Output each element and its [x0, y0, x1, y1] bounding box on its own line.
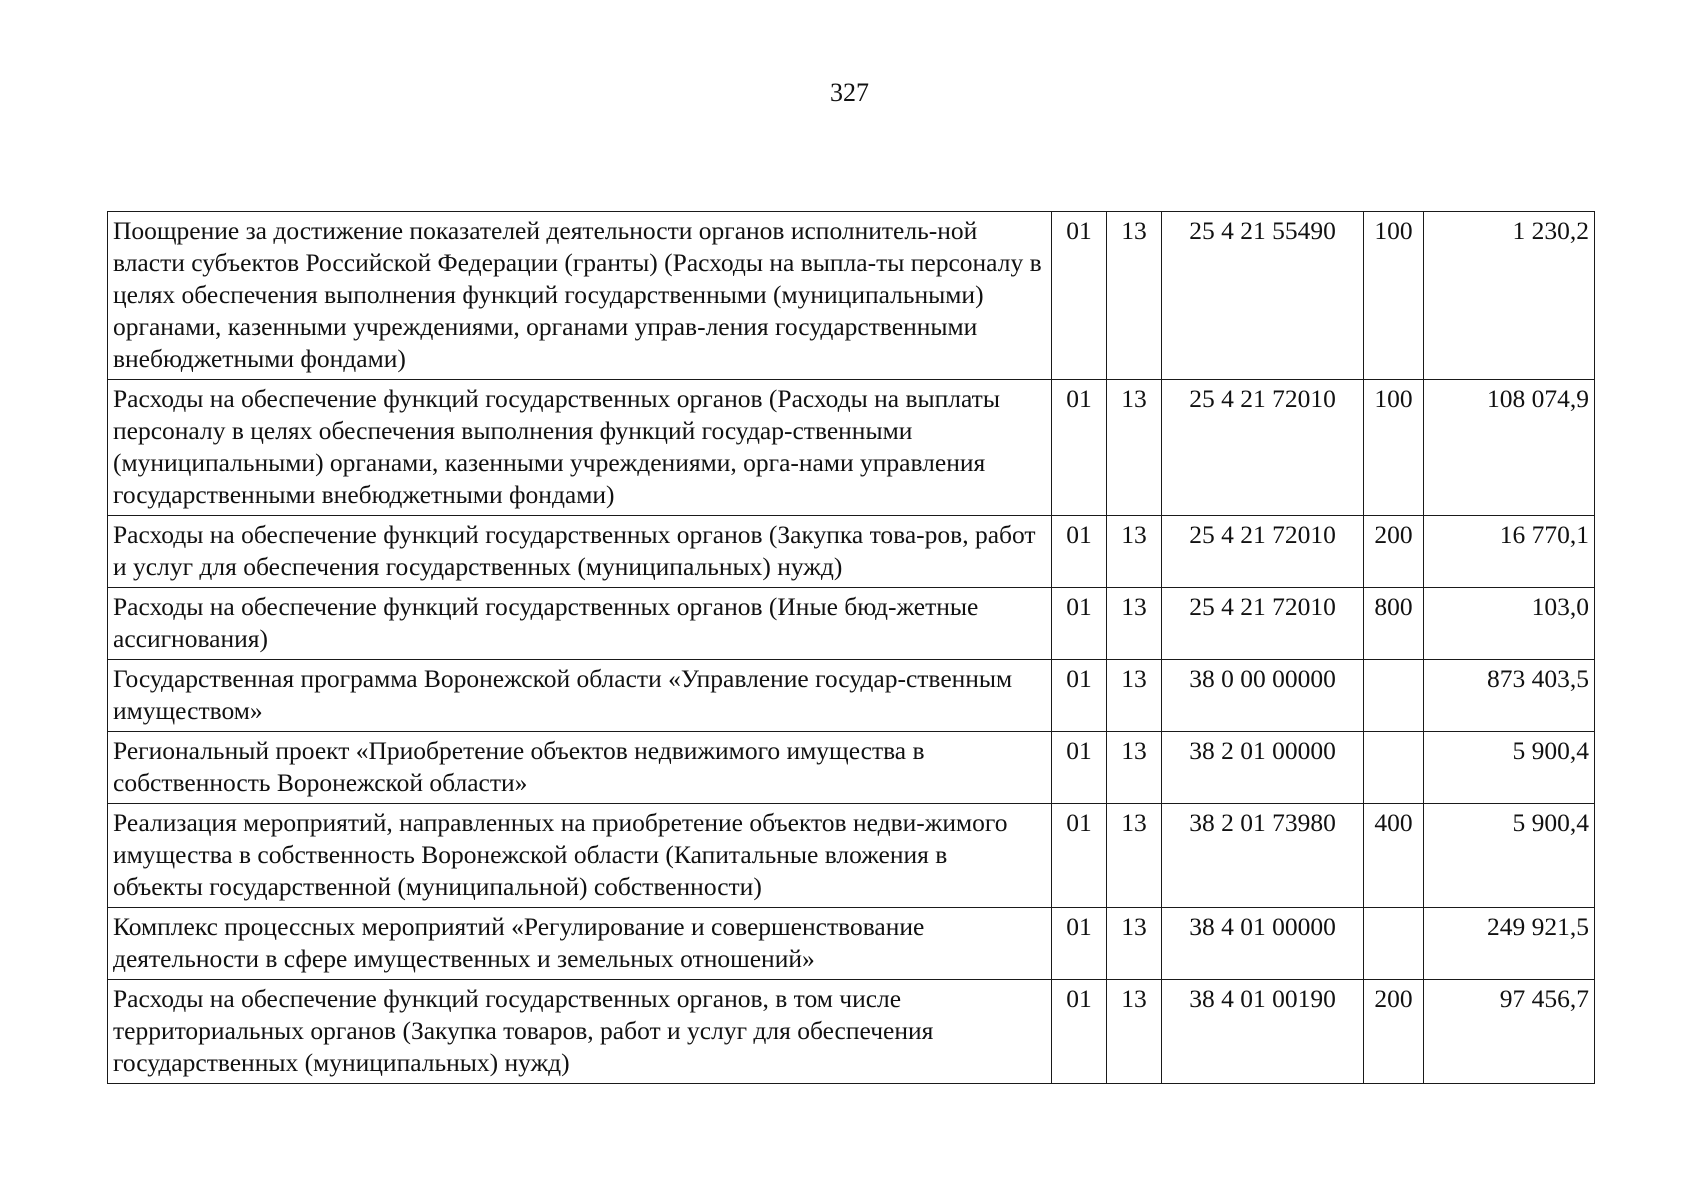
table-row [108, 588, 1595, 660]
page-number: 327 [830, 78, 869, 107]
row-expense-type-cell: 100 [1364, 212, 1424, 380]
row-expense-type-cell: 200 [1364, 980, 1424, 1084]
row-expense-type-cell [1364, 908, 1424, 980]
row-section-cell: 01 [1052, 516, 1107, 588]
table-row [108, 732, 1595, 804]
table-row [108, 804, 1595, 908]
row-name-cell: Расходы на обеспечение функций государственных органов (Иные бюд-жетные ассигнования) [108, 588, 1052, 660]
row-amount-cell: 249 921,5 [1424, 908, 1595, 980]
row-section-cell: 01 [1052, 908, 1107, 980]
row-name-cell: Расходы на обеспечение функций государственных органов, в том числе территориальных органов (Закупка товаров, работ и услуг для обеспечения государственных (муниципальных) нужд) [108, 980, 1052, 1084]
row-name-cell: Государственная программа Воронежской области «Управление государ-ственным имуществом» [108, 660, 1052, 732]
row-target-article-cell: 38 4 01 00000 [1162, 908, 1364, 980]
row-subsection-cell: 13 [1107, 516, 1162, 588]
row-subsection-cell: 13 [1107, 908, 1162, 980]
row-name-cell: Расходы на обеспечение функций государственных органов (Закупка това-ров, работ и услуг для обеспечения государственных (муниципальных) нужд) [108, 516, 1052, 588]
row-expense-type-cell [1364, 660, 1424, 732]
row-section-cell: 01 [1052, 588, 1107, 660]
row-target-article-cell: 38 4 01 00190 [1162, 980, 1364, 1084]
row-amount-cell: 103,0 [1424, 588, 1595, 660]
row-target-article-cell: 38 0 00 00000 [1162, 660, 1364, 732]
table-row [108, 908, 1595, 980]
row-amount-cell: 5 900,4 [1424, 732, 1595, 804]
row-expense-type-cell: 100 [1364, 380, 1424, 516]
row-name-cell: Региональный проект «Приобретение объектов недвижимого имущества в собственность Воронежской области» [108, 732, 1052, 804]
row-amount-cell: 16 770,1 [1424, 516, 1595, 588]
row-amount-cell: 873 403,5 [1424, 660, 1595, 732]
row-target-article-cell: 25 4 21 72010 [1162, 380, 1364, 516]
row-expense-type-cell: 800 [1364, 588, 1424, 660]
row-section-cell: 01 [1052, 212, 1107, 380]
table-row [108, 380, 1595, 516]
table-row [108, 660, 1595, 732]
row-subsection-cell: 13 [1107, 660, 1162, 732]
row-subsection-cell: 13 [1107, 588, 1162, 660]
row-section-cell: 01 [1052, 732, 1107, 804]
row-section-cell: 01 [1052, 980, 1107, 1084]
row-subsection-cell: 13 [1107, 732, 1162, 804]
row-subsection-cell: 13 [1107, 212, 1162, 380]
table-row [108, 980, 1595, 1084]
row-section-cell: 01 [1052, 804, 1107, 908]
row-amount-cell: 97 456,7 [1424, 980, 1595, 1084]
row-name-cell: Комплекс процессных мероприятий «Регулирование и совершенствование деятельности в сфере имущественных и земельных отношений» [108, 908, 1052, 980]
row-expense-type-cell [1364, 732, 1424, 804]
row-name-cell: Реализация мероприятий, направленных на приобретение объектов недви-жимого имущества в собственность Воронежской области (Капитальные вложения в объекты государственной (муниципальной) собственности) [108, 804, 1052, 908]
row-target-article-cell: 25 4 21 72010 [1162, 588, 1364, 660]
table-row [108, 516, 1595, 588]
row-target-article-cell: 38 2 01 73980 [1162, 804, 1364, 908]
row-subsection-cell: 13 [1107, 804, 1162, 908]
row-subsection-cell: 13 [1107, 980, 1162, 1084]
row-expense-type-cell: 400 [1364, 804, 1424, 908]
row-section-cell: 01 [1052, 660, 1107, 732]
row-name-cell: Расходы на обеспечение функций государственных органов (Расходы на выплаты персоналу в целях обеспечения выполнения функций государ-ственными (муниципальными) органами, казенными учреждениями, орга-нами управления государственными внебюджетными фондами) [108, 380, 1052, 516]
row-section-cell: 01 [1052, 380, 1107, 516]
row-amount-cell: 5 900,4 [1424, 804, 1595, 908]
row-target-article-cell: 25 4 21 72010 [1162, 516, 1364, 588]
row-expense-type-cell: 200 [1364, 516, 1424, 588]
row-amount-cell: 1 230,2 [1424, 212, 1595, 380]
row-subsection-cell: 13 [1107, 380, 1162, 516]
row-target-article-cell: 25 4 21 55490 [1162, 212, 1364, 380]
table-row [108, 212, 1595, 380]
row-target-article-cell: 38 2 01 00000 [1162, 732, 1364, 804]
row-name-cell: Поощрение за достижение показателей деятельности органов исполнитель-ной власти субъектов Российской Федерации (гранты) (Расходы на выпла-ты персоналу в целях обеспечения выполнения функций государственными (муниципальными) органами, казенными учреждениями, органами управ-ления государственными внебюджетными фондами) [108, 212, 1052, 380]
row-amount-cell: 108 074,9 [1424, 380, 1595, 516]
budget-table [107, 211, 1595, 1084]
